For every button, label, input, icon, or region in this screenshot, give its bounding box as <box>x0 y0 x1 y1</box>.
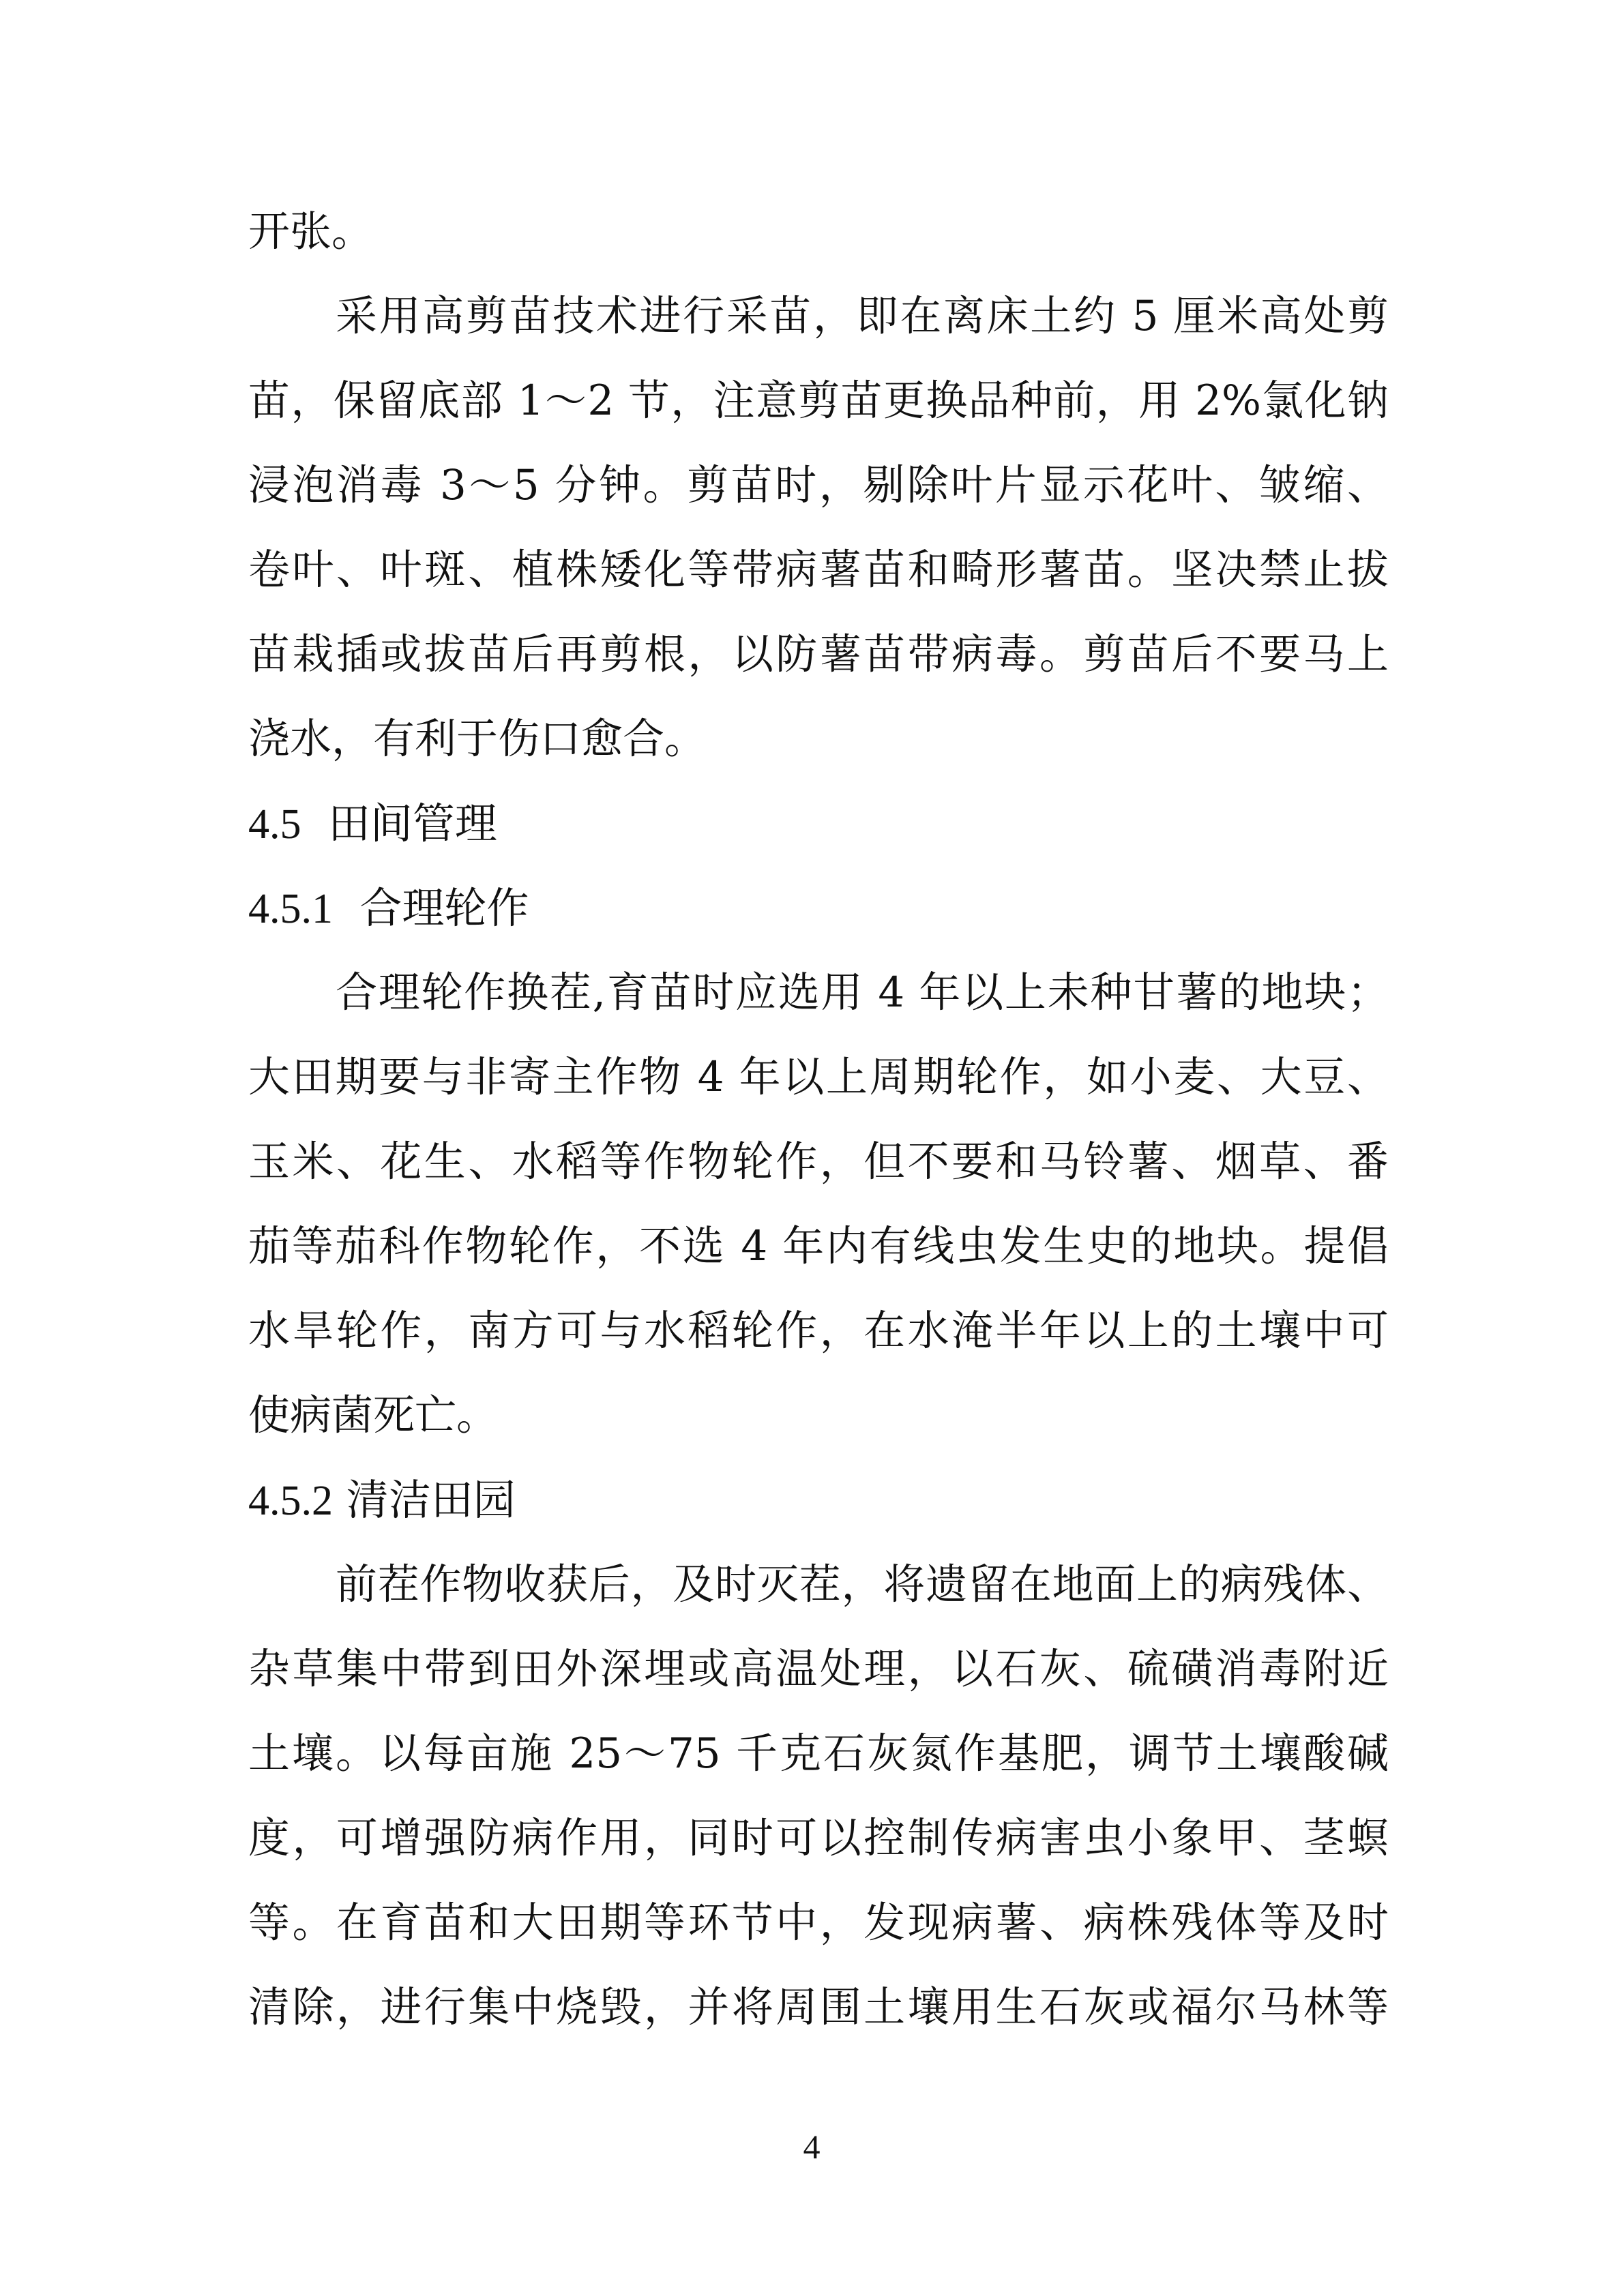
paragraph-line: 浸泡消毒 3～5 分钟。剪苗时，剔除叶片显示花叶、皱缩、 <box>248 461 1389 509</box>
subsection-number: 4.5.1 <box>248 886 333 932</box>
paragraph-line: 前茬作物收获后，及时灭茬，将遗留在地面上的病残体、 <box>336 1560 1389 1609</box>
paragraph-line: 玉米、花生、水稻等作物轮作，但不要和马铃薯、烟草、番 <box>248 1137 1389 1186</box>
paragraph-line: 土壤。以每亩施 25～75 千克石灰氮作基肥，调节土壤酸碱 <box>248 1729 1389 1778</box>
paragraph-line: 合理轮作换茬,育苗时应选用 4 年以上未种甘薯的地块； <box>336 968 1389 1017</box>
subsection-heading <box>248 1473 1389 1528</box>
paragraph-line: 苗栽插或拔苗后再剪根，以防薯苗带病毒。剪苗后不要马上 <box>248 630 1389 679</box>
paragraph-line: 采用高剪苗技术进行采苗，即在离床土约 5 厘米高处剪 <box>336 292 1389 340</box>
paragraph-line: 茄等茄科作物轮作，不选 4 年内有线虫发生史的地块。提倡 <box>248 1222 1389 1270</box>
paragraph-line: 水旱轮作，南方可与水稻轮作，在水淹半年以上的土壤中可 <box>248 1307 1389 1355</box>
section-title: 田间管理 <box>327 799 497 848</box>
paragraph-line: 度，可增强防病作用，同时可以控制传病害虫小象甲、茎螟 <box>248 1814 1389 1862</box>
section-number: 4.5 <box>248 801 301 848</box>
paragraph-line: 苗，保留底部 1～2 节，注意剪苗更换品种前，用 2%氯化钠 <box>248 376 1389 425</box>
subsection-title: 清洁田园 <box>346 1475 516 1525</box>
paragraph-line: 卷叶、叶斑、植株矮化等带病薯苗和畸形薯苗。坚决禁止拔 <box>248 546 1389 594</box>
subsection-title: 合理轮作 <box>359 883 529 933</box>
subsection-number: 4.5.2 <box>248 1478 333 1524</box>
paragraph-line: 使病菌死亡。 <box>248 1391 499 1440</box>
paragraph-line: 大田期要与非寄主作物 4 年以上周期轮作，如小麦、大豆、 <box>248 1053 1389 1101</box>
subsection-heading <box>248 881 1389 936</box>
paragraph-line: 开张。 <box>248 207 374 256</box>
paragraph-line: 杂草集中带到田外深埋或高温处理，以石灰、硫磺消毒附近 <box>248 1645 1389 1693</box>
section-heading <box>248 796 1389 852</box>
page-number: 4 <box>803 2128 821 2166</box>
paragraph-line: 等。在育苗和大田期等环节中，发现病薯、病株残体等及时 <box>248 1898 1389 1947</box>
paragraph-line: 浇水，有利于伤口愈合。 <box>248 715 707 763</box>
paragraph-line: 清除，进行集中烧毁，并将周围土壤用生石灰或福尔马林等 <box>248 1983 1389 2031</box>
